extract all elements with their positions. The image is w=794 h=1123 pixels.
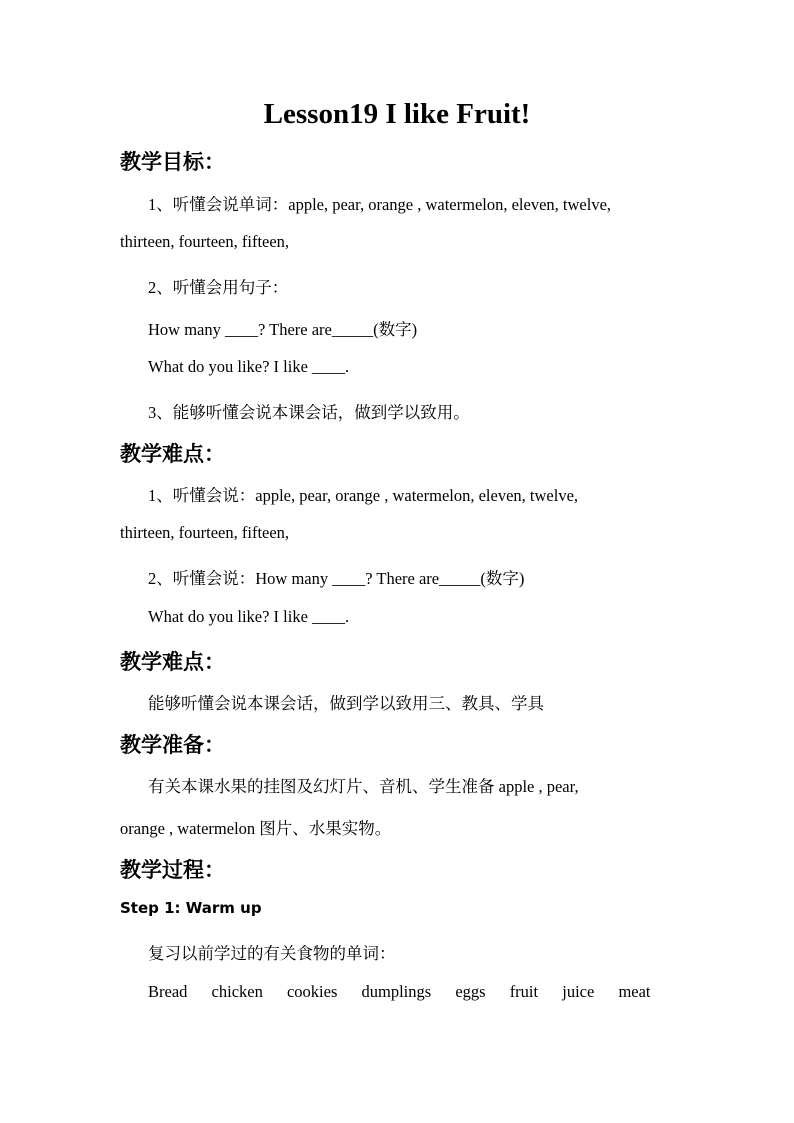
word-item: meat (618, 982, 651, 1001)
word-item: Bread (148, 982, 188, 1001)
heading-teaching-difficulty-2: 教学难点： (120, 650, 225, 674)
goal-line-4: How many ____? There are_____(数字) (148, 320, 418, 339)
preparation-line-2: orange , watermelon 图片、水果实物。 (120, 819, 392, 838)
step-1-label: Step 1: Warm up (120, 899, 262, 917)
word-item: juice (562, 982, 595, 1001)
heading-teaching-process: 教学过程： (120, 858, 225, 882)
difficulty2-line-1: 能够听懂会说本课会话，做到学以致用三、教具、学具 (148, 694, 544, 713)
difficulty-line-4: What do you like? I like ____. (148, 607, 350, 626)
goal-line-2: thirteen, fourteen, fifteen, (120, 232, 290, 251)
review-line: 复习以前学过的有关食物的单词： (148, 944, 396, 963)
heading-teaching-preparation: 教学准备： (120, 733, 225, 757)
word-item: fruit (509, 982, 539, 1001)
word-list (148, 982, 671, 1002)
goal-line-3: 2、听懂会用句子： (148, 278, 289, 297)
page-title: Lesson19 I like Fruit! (263, 98, 531, 130)
word-item: chicken (211, 982, 263, 1001)
goal-line-5: What do you like? I like ____. (148, 357, 350, 376)
difficulty-line-2: thirteen, fourteen, fifteen, (120, 523, 290, 542)
word-item: cookies (286, 982, 338, 1001)
heading-teaching-goals: 教学目标： (120, 150, 225, 174)
difficulty-line-1: 1、听懂会说：apple, pear, orange , watermelon, eleven, twelve, (148, 486, 579, 505)
heading-teaching-difficulty: 教学难点： (120, 442, 225, 466)
goal-line-6: 3、能够听懂会说本课会话，做到学以致用。 (148, 403, 470, 422)
word-item: dumplings (361, 982, 432, 1001)
difficulty-line-3: 2、听懂会说：How many ____? There are_____(数字) (148, 569, 525, 588)
preparation-line-1: 有关本课水果的挂图及幻灯片、音机、学生准备 apple , pear, (148, 777, 579, 796)
word-item: eggs (455, 982, 486, 1001)
goal-line-1: 1、听懂会说单词：apple, pear, orange , watermelon, eleven, twelve, (148, 195, 612, 214)
